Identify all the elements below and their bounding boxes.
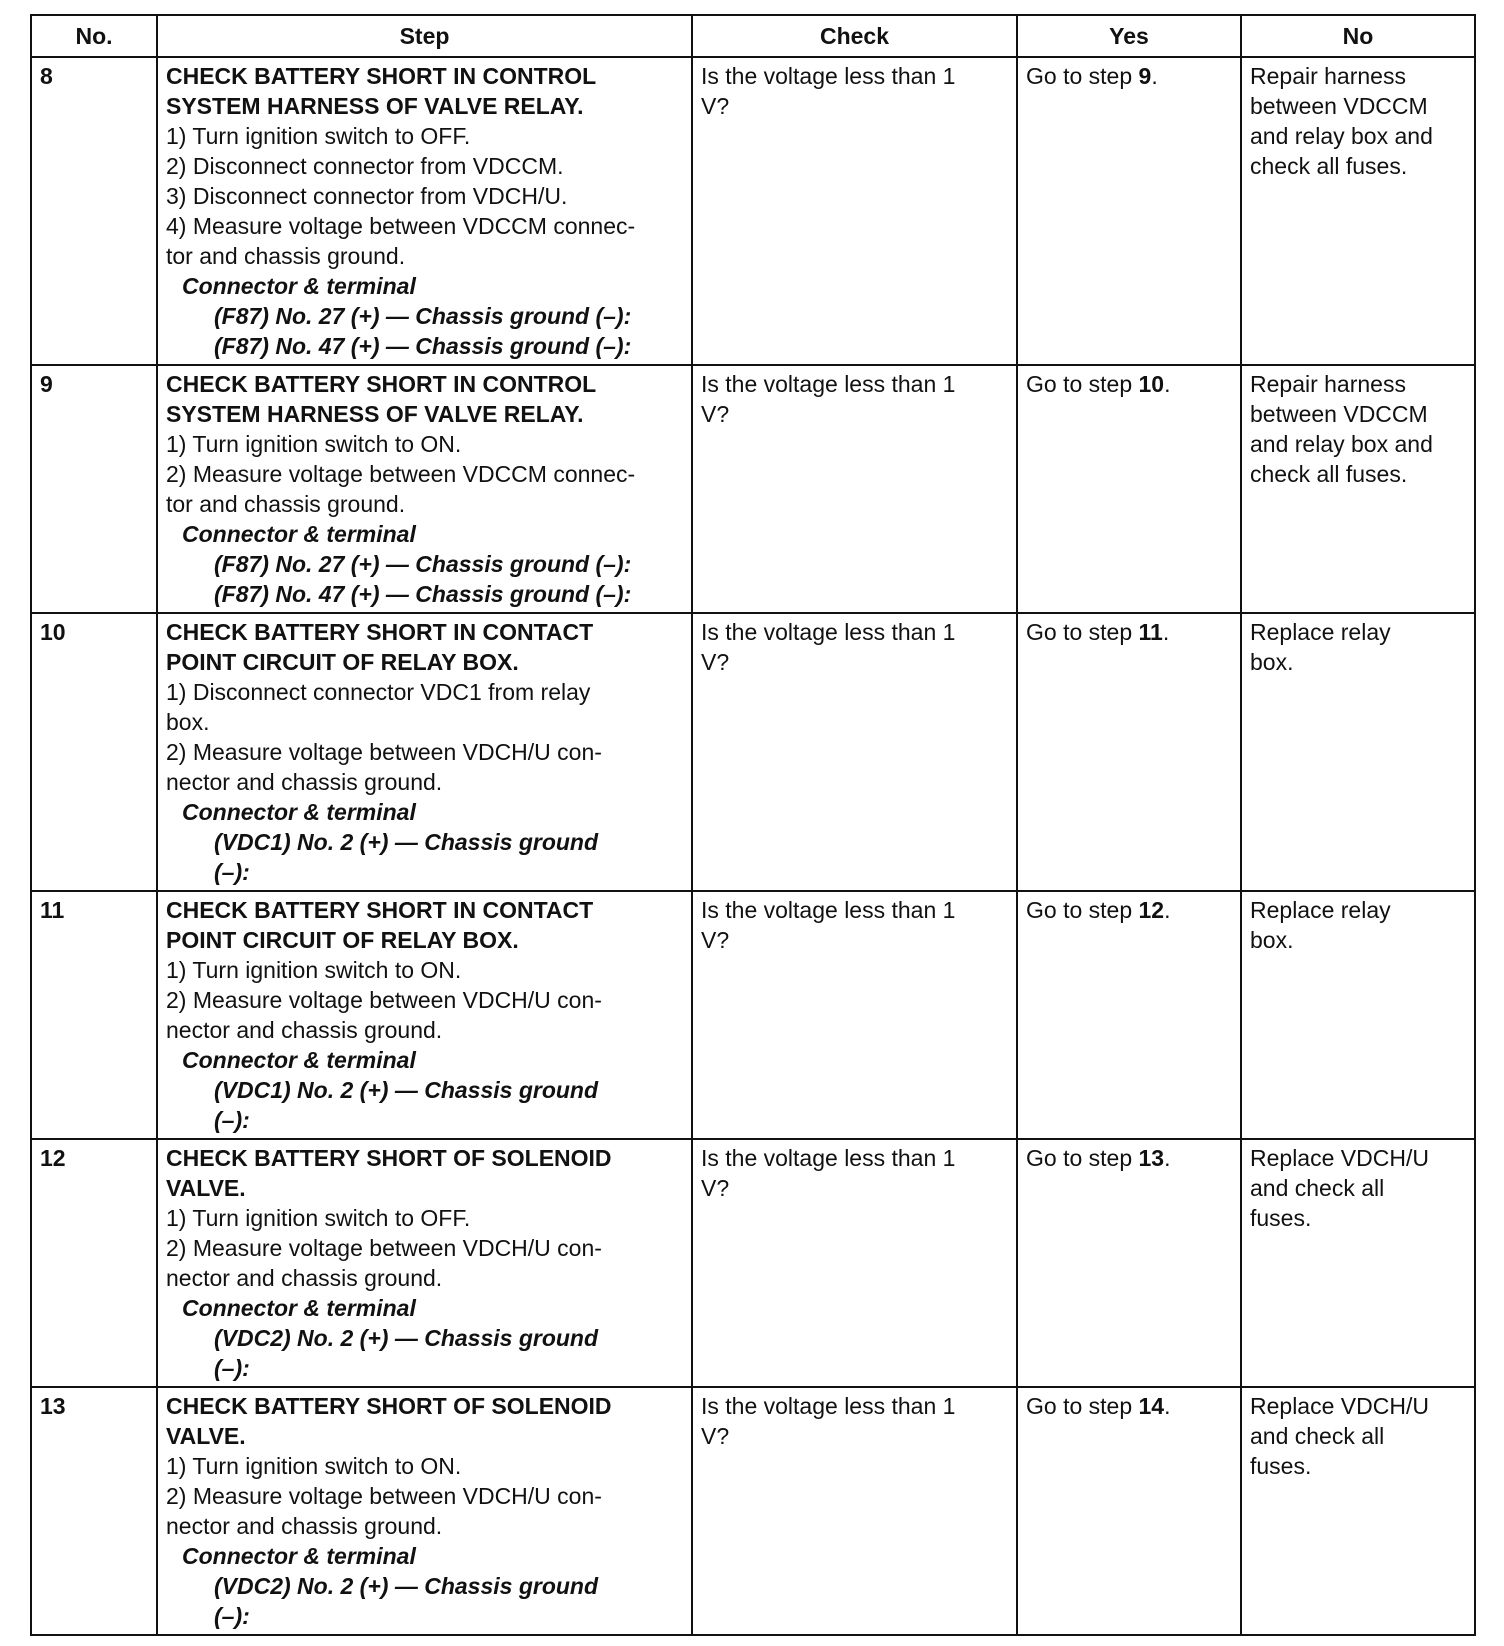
no-action-line: Repair harness <box>1250 63 1406 89</box>
step-title-line: CHECK BATTERY SHORT IN CONTACT <box>166 897 594 923</box>
step-instruction: nector and chassis ground. <box>166 769 443 795</box>
check-question-line: Is the voltage less than 1 <box>701 63 956 89</box>
no-action-line: and check all <box>1250 1423 1385 1449</box>
step-title-line: SYSTEM HARNESS OF VALVE RELAY. <box>166 93 584 119</box>
yes-step-number: 11 <box>1138 619 1163 645</box>
check-question-line: V? <box>701 649 730 675</box>
yes-cell <box>1017 57 1241 365</box>
no-action-cell <box>1241 365 1475 613</box>
yes-step-number: 14 <box>1138 1393 1165 1419</box>
step-cell <box>157 891 692 1139</box>
step-title-line: VALVE. <box>166 1423 246 1449</box>
step-instruction: box. <box>166 709 210 735</box>
no-action-cell <box>1241 891 1475 1139</box>
table-row <box>31 365 1475 613</box>
step-title-line: POINT CIRCUIT OF RELAY BOX. <box>166 649 519 675</box>
table-row <box>31 891 1475 1139</box>
yes-goto-period: . <box>1164 371 1171 397</box>
step-cell <box>157 365 692 613</box>
header-check: Check <box>692 15 1017 57</box>
no-action-line: Replace VDCH/U <box>1250 1145 1429 1171</box>
step-number: 10 <box>31 613 157 891</box>
no-action-line: and relay box and <box>1250 431 1433 457</box>
step-instruction: nector and chassis ground. <box>166 1017 443 1043</box>
connector-terminal-spec <box>166 301 683 331</box>
step-title-line: POINT CIRCUIT OF RELAY BOX. <box>166 927 519 953</box>
no-action-line: fuses. <box>1250 1453 1312 1479</box>
terminal-spec-line: (–): <box>214 1603 250 1629</box>
step-number: 12 <box>31 1139 157 1387</box>
step-instruction: 1) Turn ignition switch to ON. <box>166 1453 462 1479</box>
step-number: 9 <box>31 365 157 613</box>
yes-cell <box>1017 1387 1241 1635</box>
step-title-line: CHECK BATTERY SHORT IN CONTACT <box>166 619 594 645</box>
yes-goto-text: Go to step <box>1026 371 1139 397</box>
no-action-cell <box>1241 613 1475 891</box>
no-action-line: and relay box and <box>1250 123 1433 149</box>
terminal-spec-line: (F87) No. 47 (+) — Chassis ground (–): <box>214 581 632 607</box>
step-title-line: CHECK BATTERY SHORT OF SOLENOID <box>166 1393 612 1419</box>
check-question-line: Is the voltage less than 1 <box>701 1393 956 1419</box>
check-cell <box>692 891 1017 1139</box>
step-instruction: tor and chassis ground. <box>166 491 406 517</box>
step-instruction: 2) Measure voltage between VDCCM connec- <box>166 461 636 487</box>
step-instruction: 1) Turn ignition switch to OFF. <box>166 1205 471 1231</box>
step-instruction: 2) Measure voltage between VDCH/U con- <box>166 1235 602 1261</box>
step-instruction: 2) Measure voltage between VDCH/U con- <box>166 739 602 765</box>
no-action-line: Replace relay <box>1250 619 1391 645</box>
connector-terminal-spec <box>166 1323 683 1383</box>
yes-cell <box>1017 365 1241 613</box>
no-action-line: box. <box>1250 927 1294 953</box>
terminal-spec-line: (F87) No. 27 (+) — Chassis ground (–): <box>214 303 632 329</box>
no-action-line: Replace VDCH/U <box>1250 1393 1429 1419</box>
terminal-spec-line: (VDC1) No. 2 (+) — Chassis ground <box>214 1077 599 1103</box>
step-cell <box>157 1387 692 1635</box>
no-action-line: between VDCCM <box>1250 93 1428 119</box>
yes-goto-period: . <box>1151 63 1158 89</box>
no-action-line: check all fuses. <box>1250 461 1408 487</box>
header-no: No. <box>31 15 157 57</box>
table-row <box>31 57 1475 365</box>
header-row <box>31 15 1475 57</box>
yes-step-number: 13 <box>1138 1145 1165 1171</box>
check-cell <box>692 57 1017 365</box>
check-question-line: Is the voltage less than 1 <box>701 897 956 923</box>
no-action-cell <box>1241 57 1475 365</box>
step-title-line: VALVE. <box>166 1175 246 1201</box>
terminal-spec-line: (–): <box>214 1107 250 1133</box>
connector-terminal-spec <box>166 827 683 887</box>
header-step: Step <box>157 15 692 57</box>
step-number: 11 <box>31 891 157 1139</box>
terminal-spec-line: (VDC1) No. 2 (+) — Chassis ground <box>214 829 599 855</box>
yes-step-number: 12 <box>1138 897 1165 923</box>
check-question-line: Is the voltage less than 1 <box>701 371 956 397</box>
no-action-line: and check all <box>1250 1175 1385 1201</box>
connector-terminal-spec <box>166 1075 683 1135</box>
step-number: 13 <box>31 1387 157 1635</box>
check-question-line: V? <box>701 401 730 427</box>
check-question-line: V? <box>701 1423 730 1449</box>
step-cell <box>157 613 692 891</box>
yes-goto-text: Go to step <box>1026 1393 1139 1419</box>
check-cell <box>692 1387 1017 1635</box>
step-title-line: SYSTEM HARNESS OF VALVE RELAY. <box>166 401 584 427</box>
yes-goto-period: . <box>1164 1145 1171 1171</box>
connector-terminal-heading: Connector & terminal <box>182 521 416 547</box>
step-title-line: CHECK BATTERY SHORT OF SOLENOID <box>166 1145 612 1171</box>
step-instruction: 2) Measure voltage between VDCH/U con- <box>166 1483 602 1509</box>
yes-step-number: 10 <box>1138 371 1165 397</box>
connector-terminal-spec <box>166 1571 683 1631</box>
step-title-line: CHECK BATTERY SHORT IN CONTROL <box>166 371 597 397</box>
check-question-line: Is the voltage less than 1 <box>701 619 956 645</box>
table-row <box>31 1139 1475 1387</box>
step-instruction: nector and chassis ground. <box>166 1265 443 1291</box>
step-number: 8 <box>31 57 157 365</box>
table-row <box>31 1387 1475 1635</box>
no-action-line: box. <box>1250 649 1294 675</box>
no-action-line: fuses. <box>1250 1205 1312 1231</box>
step-instruction: 2) Measure voltage between VDCH/U con- <box>166 987 602 1013</box>
check-question-line: V? <box>701 1175 730 1201</box>
terminal-spec-line: (F87) No. 27 (+) — Chassis ground (–): <box>214 551 632 577</box>
connector-terminal-heading: Connector & terminal <box>182 799 416 825</box>
header-yes: Yes <box>1017 15 1241 57</box>
table-body <box>31 57 1475 1635</box>
no-action-cell <box>1241 1387 1475 1635</box>
connector-terminal-heading: Connector & terminal <box>182 1047 416 1073</box>
connector-terminal-spec <box>166 549 683 579</box>
step-instruction: 1) Turn ignition switch to ON. <box>166 957 462 983</box>
check-cell <box>692 365 1017 613</box>
header-no-action: No <box>1241 15 1475 57</box>
check-cell <box>692 613 1017 891</box>
terminal-spec-line: (F87) No. 47 (+) — Chassis ground (–): <box>214 333 632 359</box>
connector-terminal-spec <box>166 331 683 361</box>
no-action-cell <box>1241 1139 1475 1387</box>
step-instruction: 1) Turn ignition switch to OFF. <box>166 123 471 149</box>
step-instruction: tor and chassis ground. <box>166 243 406 269</box>
connector-terminal-spec <box>166 579 683 609</box>
diagnostic-table <box>30 14 1476 1636</box>
yes-goto-period: . <box>1162 619 1170 645</box>
step-instruction: 3) Disconnect connector from VDCH/U. <box>166 183 568 209</box>
step-instruction: nector and chassis ground. <box>166 1513 443 1539</box>
step-instruction: 4) Measure voltage between VDCCM connec- <box>166 213 636 239</box>
yes-cell <box>1017 613 1241 891</box>
yes-goto-text: Go to step <box>1026 1145 1139 1171</box>
yes-step-number: 9 <box>1138 63 1152 89</box>
terminal-spec-line: (–): <box>214 1355 250 1381</box>
check-cell <box>692 1139 1017 1387</box>
yes-goto-text: Go to step <box>1026 619 1139 645</box>
check-question-line: V? <box>701 93 730 119</box>
terminal-spec-line: (VDC2) No. 2 (+) — Chassis ground <box>214 1325 599 1351</box>
step-instruction: 2) Disconnect connector from VDCCM. <box>166 153 564 179</box>
no-action-line: between VDCCM <box>1250 401 1428 427</box>
step-cell <box>157 1139 692 1387</box>
step-cell <box>157 57 692 365</box>
yes-goto-text: Go to step <box>1026 897 1139 923</box>
check-question-line: Is the voltage less than 1 <box>701 1145 956 1171</box>
yes-cell <box>1017 891 1241 1139</box>
connector-terminal-heading: Connector & terminal <box>182 273 416 299</box>
table-row <box>31 613 1475 891</box>
step-instruction: 1) Turn ignition switch to ON. <box>166 431 462 457</box>
yes-goto-period: . <box>1164 1393 1171 1419</box>
step-title-line: CHECK BATTERY SHORT IN CONTROL <box>166 63 597 89</box>
terminal-spec-line: (VDC2) No. 2 (+) — Chassis ground <box>214 1573 599 1599</box>
connector-terminal-heading: Connector & terminal <box>182 1543 416 1569</box>
yes-goto-text: Go to step <box>1026 63 1139 89</box>
connector-terminal-heading: Connector & terminal <box>182 1295 416 1321</box>
no-action-line: Repair harness <box>1250 371 1406 397</box>
terminal-spec-line: (–): <box>214 859 250 885</box>
check-question-line: V? <box>701 927 730 953</box>
no-action-line: check all fuses. <box>1250 153 1408 179</box>
no-action-line: Replace relay <box>1250 897 1391 923</box>
yes-goto-period: . <box>1164 897 1171 923</box>
yes-cell <box>1017 1139 1241 1387</box>
step-instruction: 1) Disconnect connector VDC1 from relay <box>166 679 591 705</box>
